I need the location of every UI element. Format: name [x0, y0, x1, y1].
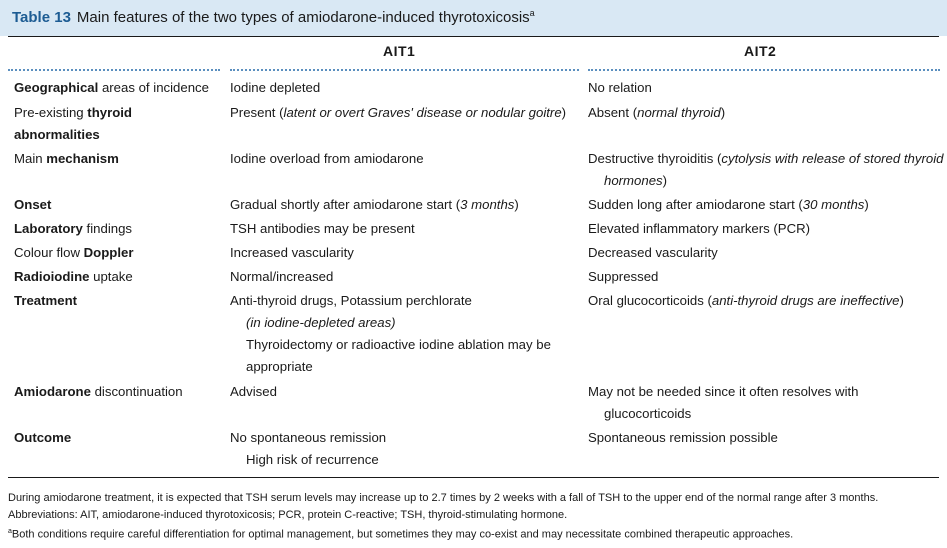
cell-ait1-treatment: Anti-thyroid drugs, Potassium perchlorate (in iodine-depleted areas) Thyroidectomy or radioactive iodine ablation may be appropriate — [230, 293, 551, 374]
cell-ait2-doppler: Decreased vascularity — [588, 245, 718, 260]
row-label-doppler: Colour flow Doppler — [14, 245, 134, 260]
cell-ait1-doppler: Increased vascularity — [230, 245, 354, 260]
bottom-rule — [8, 477, 939, 478]
cell-ait1-outcome: No spontaneous remission High risk of recurrence — [230, 430, 387, 467]
caption-footnote-marker: a — [529, 8, 535, 18]
cell-ait1-onset: Gradual shortly after amiodarone start (3 months) — [230, 197, 519, 212]
cell-ait2-geographical: No relation — [588, 80, 652, 95]
column-header-ait2: AIT2 — [744, 43, 777, 59]
row-label-geographical: Geographical areas of incidence — [14, 80, 209, 95]
footnote-line-1: During amiodarone treatment, it is expected that TSH serum levels may increase up to 2.7 times by 2 weeks with a fall of TSH to the upper end of the normal range after 3 months. — [8, 492, 879, 504]
cell-ait2-radioiodine: Suppressed — [588, 269, 659, 284]
cell-ait2-laboratory: Elevated inflammatory markers (PCR) — [588, 221, 811, 236]
footnote-a: $^a$Both conditions require careful differentiation for optimal management, but sometimes they may co-exist and may necessitate combined therapeutic approaches. — [8, 528, 794, 541]
table-number: Table 13 — [12, 9, 71, 26]
row-label-preexisting: Pre-existing thyroid abnormalities — [14, 105, 132, 142]
dotted-rule-left — [8, 69, 220, 71]
cell-ait2-treatment: Oral glucocorticoids (anti-thyroid drugs are ineffective) — [588, 293, 904, 308]
column-header-ait1: AIT1 — [383, 43, 416, 59]
cell-ait1-discontinuation: Advised — [230, 384, 277, 399]
cell-ait2-outcome: Spontaneous remission possible — [588, 430, 778, 445]
cell-ait1-preexisting: Present (latent or overt Graves' disease or nodular goitre) — [230, 105, 567, 120]
cell-ait2-preexisting: Absent (normal thyroid) — [588, 105, 726, 120]
cell-ait1-geographical: Iodine depleted — [230, 80, 321, 95]
row-label-radioiodine: Radioiodine uptake — [14, 269, 133, 284]
cell-ait2-mechanism: Destructive thyroiditis (cytolysis with release of stored thyroid hormones) — [588, 151, 944, 188]
row-label-mechanism: Main mechanism — [14, 151, 119, 166]
cell-ait1-radioiodine: Normal/increased — [230, 269, 334, 284]
row-label-laboratory: Laboratory findings — [14, 221, 133, 236]
row-label-onset: Onset — [14, 197, 52, 212]
row-label-outcome: Outcome — [14, 430, 72, 445]
top-rule — [8, 36, 939, 37]
dotted-rule-ait2 — [588, 69, 940, 71]
cell-ait1-mechanism: Iodine overload from amiodarone — [230, 151, 424, 166]
row-label-treatment: Treatment — [14, 293, 78, 308]
cell-ait1-laboratory: TSH antibodies may be present — [230, 221, 415, 236]
dotted-rule-ait1 — [230, 69, 579, 71]
table-caption — [12, 8, 535, 26]
footnote-marker: a — [8, 528, 12, 535]
row-label-discontinuation: Amiodarone discontinuation — [14, 384, 183, 399]
table-title: Main features of the two types of amiodarone-induced thyrotoxicosis — [76, 9, 530, 26]
footnote-abbreviations: Abbreviations: AIT, amiodarone-induced thyrotoxicosis; PCR, protein C-reactive; TSH, thyroid-stimulating hormone. — [8, 509, 568, 521]
cell-ait2-discontinuation: May not be needed since it often resolves with glucocorticoids — [588, 384, 859, 421]
cell-ait2-onset: Sudden long after amiodarone start (30 months) — [588, 197, 869, 212]
